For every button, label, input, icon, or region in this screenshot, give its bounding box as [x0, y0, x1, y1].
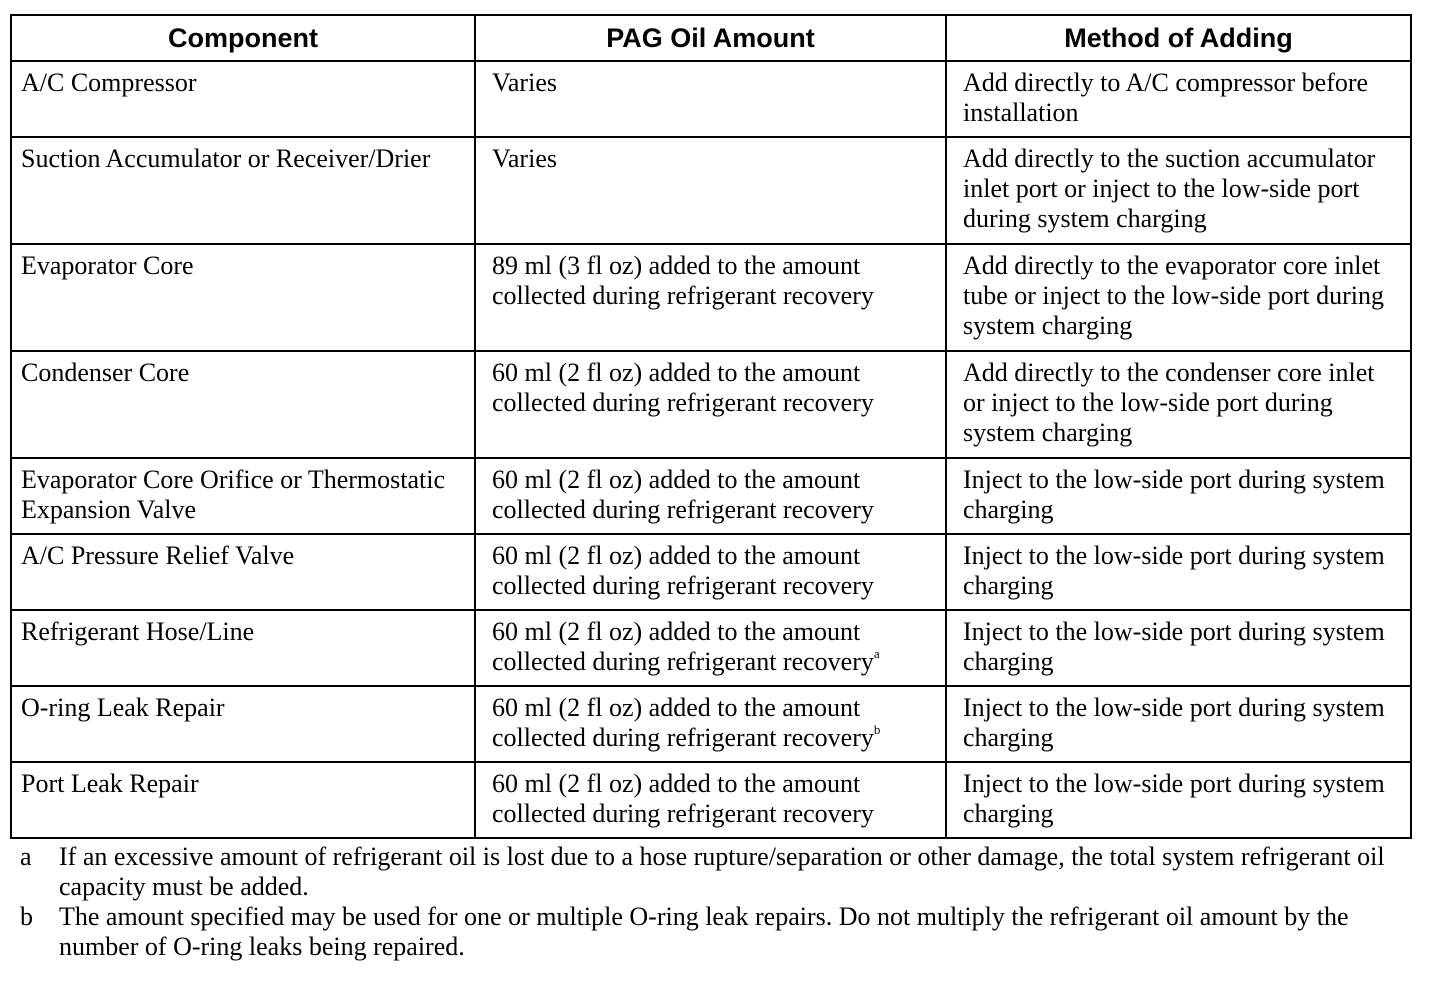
component-cell: Refrigerant Hose/Line — [11, 610, 475, 686]
table-header-row — [11, 15, 1411, 61]
method-cell: Inject to the low-side port during system charging — [946, 610, 1411, 686]
method-cell: Add directly to the suction accumulator inlet port or inject to the low-side port during system charging — [946, 137, 1411, 244]
amount-cell — [475, 534, 946, 610]
footnote-ref-a: a — [873, 646, 880, 662]
method-cell: Inject to the low-side port during system charging — [946, 762, 1411, 838]
table-row — [11, 244, 1411, 351]
footnote-a — [20, 842, 1410, 902]
amount-cell — [475, 686, 946, 762]
method-cell: Add directly to A/C compressor before installation — [946, 61, 1411, 137]
method-cell: Inject to the low-side port during system charging — [946, 686, 1411, 762]
method-cell: Inject to the low-side port during system charging — [946, 458, 1411, 534]
footnote-text: If an excessive amount of refrigerant oil is lost due to a hose rupture/separation or other damage, the total system refrigerant oil capacity must be added. — [59, 842, 1385, 901]
amount-text: 60 ml (2 fl oz) added to the amount collected during refrigerant recovery — [492, 465, 874, 524]
amount-text: Varies — [492, 144, 557, 173]
footnote-ref-b: b — [873, 722, 881, 738]
header-method-of-adding: Method of Adding — [946, 15, 1411, 61]
component-cell: Evaporator Core Orifice or Thermostatic Expansion Valve — [11, 458, 475, 534]
amount-text: 60 ml (2 fl oz) added to the amount collected during refrigerant recovery — [492, 541, 874, 600]
footnote-text: The amount specified may be used for one or multiple O-ring leak repairs. Do not multiply the refrigerant oil amount by the number of O-ring leaks being repaired. — [59, 902, 1349, 961]
amount-text: 60 ml (2 fl oz) added to the amount collected during refrigerant recovery — [492, 617, 874, 676]
table-row — [11, 686, 1411, 762]
table-row — [11, 610, 1411, 686]
header-pag-oil-amount: PAG Oil Amount — [475, 15, 946, 61]
method-cell: Inject to the low-side port during system charging — [946, 534, 1411, 610]
amount-cell — [475, 762, 946, 838]
amount-text: 60 ml (2 fl oz) added to the amount collected during refrigerant recovery — [492, 769, 874, 828]
amount-cell — [475, 610, 946, 686]
footnote-marker: b — [20, 902, 33, 931]
amount-cell — [475, 137, 946, 244]
component-cell: A/C Pressure Relief Valve — [11, 534, 475, 610]
component-cell: Suction Accumulator or Receiver/Drier — [11, 137, 475, 244]
table-row — [11, 61, 1411, 137]
footnote-marker: a — [20, 842, 32, 871]
amount-cell — [475, 244, 946, 351]
component-cell: Condenser Core — [11, 351, 475, 458]
table-row — [11, 458, 1411, 534]
component-cell: Port Leak Repair — [11, 762, 475, 838]
amount-text: 89 ml (3 fl oz) added to the amount collected during refrigerant recovery — [492, 251, 874, 310]
table-row — [11, 137, 1411, 244]
table-footnotes — [20, 842, 1410, 962]
table-row — [11, 762, 1411, 838]
amount-text: 60 ml (2 fl oz) added to the amount collected during refrigerant recovery — [492, 358, 874, 417]
amount-cell — [475, 351, 946, 458]
amount-cell — [475, 458, 946, 534]
component-cell: O-ring Leak Repair — [11, 686, 475, 762]
method-cell: Add directly to the condenser core inlet or inject to the low-side port during system charging — [946, 351, 1411, 458]
component-cell: A/C Compressor — [11, 61, 475, 137]
pag-oil-table — [10, 14, 1412, 839]
header-component: Component — [11, 15, 475, 61]
amount-text: 60 ml (2 fl oz) added to the amount collected during refrigerant recovery — [492, 693, 874, 752]
table-row — [11, 351, 1411, 458]
table-row — [11, 534, 1411, 610]
method-cell: Add directly to the evaporator core inlet tube or inject to the low-side port during system charging — [946, 244, 1411, 351]
amount-cell — [475, 61, 946, 137]
footnote-b — [20, 902, 1410, 962]
component-cell: Evaporator Core — [11, 244, 475, 351]
amount-text: Varies — [492, 68, 557, 97]
